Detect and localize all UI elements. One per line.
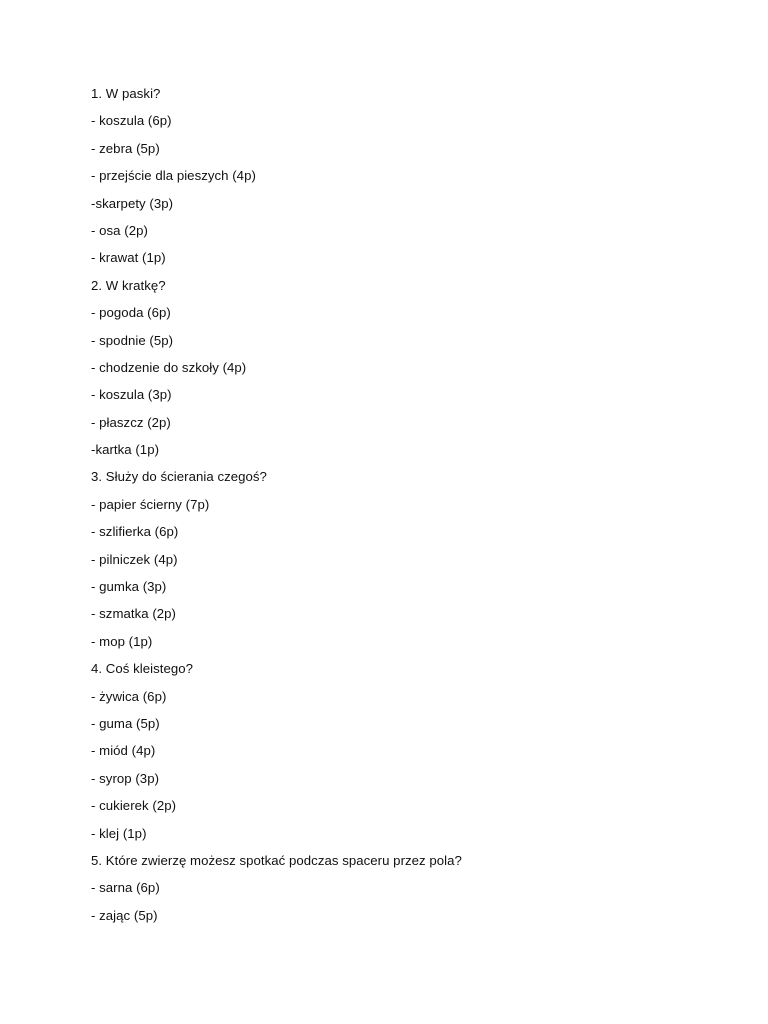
question-line: 4. Coś kleistego? — [91, 661, 194, 677]
answer-line: - papier ścierny (7p) — [91, 496, 210, 512]
answer-line: - spodnie (5p) — [91, 332, 174, 348]
answer-line: - płaszcz (2p) — [91, 414, 171, 430]
question-line: 3. Służy do ścierania czegoś? — [91, 469, 267, 485]
answer-line: - koszula (3p) — [91, 387, 172, 403]
answer-line: - osa (2p) — [91, 222, 148, 238]
answer-line: - zebra (5p) — [91, 140, 160, 156]
answer-line: - szmatka (2p) — [91, 606, 176, 622]
answer-line: - syrop (3p) — [91, 770, 160, 786]
answer-line: - krawat (1p) — [91, 250, 166, 266]
question-line: 2. W kratkę? — [91, 277, 166, 293]
answer-line: - miód (4p) — [91, 743, 156, 759]
answer-line: - szlifierka (6p) — [91, 524, 179, 540]
answer-line: -skarpety (3p) — [91, 195, 174, 211]
answer-line: - mop (1p) — [91, 633, 153, 649]
answer-line: - guma (5p) — [91, 715, 160, 731]
answer-line: - gumka (3p) — [91, 579, 167, 595]
answer-line: - żywica (6p) — [91, 688, 167, 704]
question-line: 5. Które zwierzę możesz spotkać podczas spaceru przez pola? — [91, 852, 462, 868]
answer-line: - pilniczek (4p) — [91, 551, 178, 567]
answer-line: -kartka (1p) — [91, 442, 160, 458]
answer-line: - koszula (6p) — [91, 113, 172, 129]
answer-line: - klej (1p) — [91, 825, 147, 841]
answer-line: - zając (5p) — [91, 907, 158, 923]
text-block — [91, 85, 731, 934]
answer-line: - pogoda (6p) — [91, 305, 171, 321]
answer-line: - chodzenie do szkoły (4p) — [91, 359, 247, 375]
answer-line: - sarna (6p) — [91, 880, 160, 896]
question-line: 1. W paski? — [91, 86, 161, 101]
answer-line: - cukierek (2p) — [91, 798, 177, 814]
answer-line: - przejście dla pieszych (4p) — [91, 168, 256, 184]
